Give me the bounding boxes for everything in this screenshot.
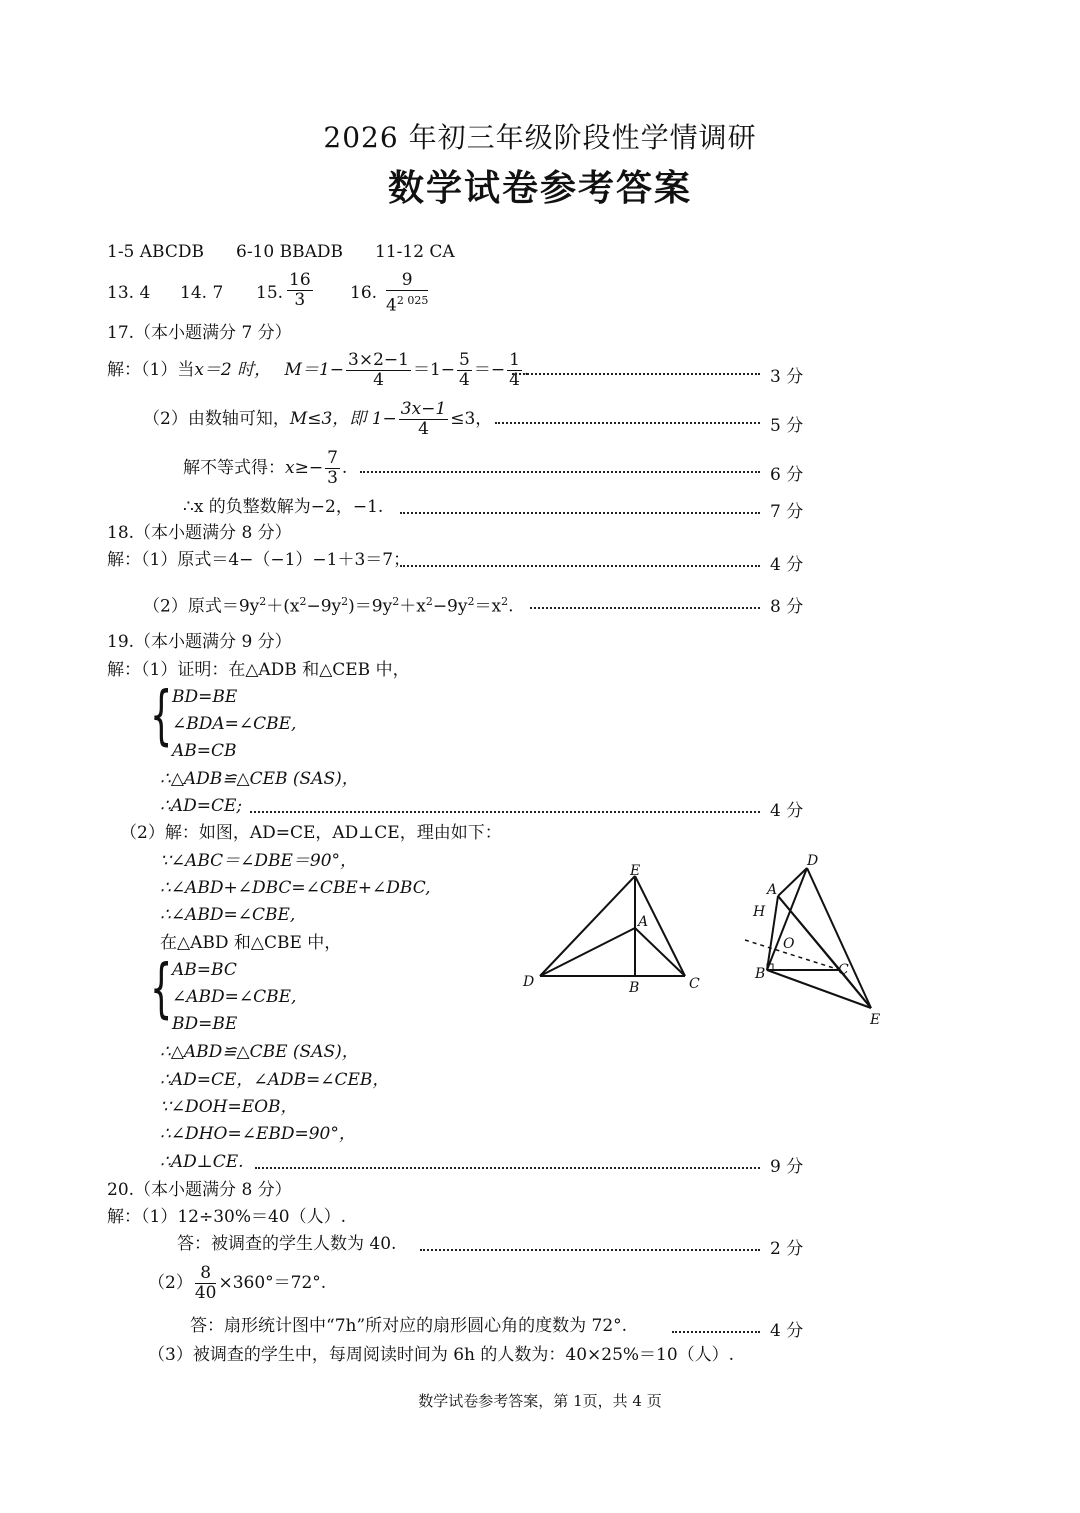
fig1-label-B: B: [629, 980, 640, 996]
q20-l4-points: 4 分: [770, 1321, 804, 1341]
q18-l2-points: 8 分: [770, 597, 804, 617]
q19-part2-intro: （2）解：如图，AD=CE，AD⊥CE，理由如下：: [120, 823, 502, 843]
fig1-label-E: E: [630, 863, 641, 879]
choice-11-12: 11-12 CA: [375, 242, 455, 262]
q19-step1: ∵∠ABC＝∠DBE＝90°，: [160, 851, 358, 871]
fig2-label-A: A: [767, 882, 778, 898]
fill-16-label: 16.: [350, 283, 378, 303]
q19-step2: ∴∠ABD+∠DBC=∠CBE+∠DBC,: [160, 878, 431, 898]
q17-heading: 17.（本小题满分 7 分）: [107, 323, 292, 343]
q19-brace2-l3: BD=BE: [172, 1014, 238, 1034]
q19-conc2: ∴AD=CE;: [160, 796, 243, 816]
q19-c2-leader: [250, 811, 760, 813]
q19-step4: 在△ABD 和△CBE 中，: [160, 933, 342, 953]
choice-1-5: 1-5 ABCDB: [107, 242, 204, 262]
page-subtitle: 数学试卷参考答案: [387, 167, 692, 209]
brace-1: {: [150, 679, 173, 753]
fig1-label-C: C: [689, 976, 700, 992]
q17-line2: （2）由数轴可知，M≤3，即 1− $\frac{3x-1}{4}$ ≤3，: [143, 399, 493, 439]
q19-brace1-l2: ∠BDA=∠CBE,: [172, 714, 297, 734]
q18-l2-leader: [530, 607, 760, 609]
q19-s9-leader: [255, 1167, 760, 1169]
q20-line4: 答：扇形统计图中“7h”所对应的扇形圆心角的度数为 72°.: [190, 1316, 628, 1336]
fill-15-label: 15.: [256, 283, 284, 303]
fig1-edge-DA: [540, 928, 635, 976]
q19-conc1: ∴△ADB≌△CEB (SAS)，: [160, 769, 359, 789]
q20-line3: （2） $\frac{8}{40}$ ×360°＝72°.: [148, 1263, 327, 1303]
q19-s9-points: 9 分: [770, 1157, 804, 1177]
fill-16-fraction: $\frac{9}{4^{2 025}}$: [386, 270, 429, 316]
fill-13: 13. 4: [107, 283, 151, 303]
q19-step3: ∴∠ABD=∠CBE,: [160, 905, 296, 925]
figure-2: [735, 848, 895, 1033]
q18-line1: 解：（1）原式＝4−（−1）−1＋3＝7；: [107, 550, 411, 570]
fig2-label-O: O: [783, 936, 795, 952]
fig2-edge-AB: [767, 896, 778, 970]
fig1-edge-DE: [540, 876, 635, 976]
q19-step9: ∴AD⊥CE.: [160, 1152, 244, 1172]
fig2-label-H: H: [753, 904, 766, 920]
q17-l1-points: 3 分: [770, 367, 804, 387]
q17-l4-leader: [400, 512, 760, 514]
q19-brace2-l1: AB=BC: [172, 960, 237, 980]
q18-l1-points: 4 分: [770, 555, 804, 575]
q19-heading: 19.（本小题满分 9 分）: [107, 632, 292, 652]
figure-1: [515, 858, 715, 998]
q17-l4-points: 7 分: [770, 502, 804, 522]
q19-step5: ∴△ABD≌△CBE (SAS)，: [160, 1042, 359, 1062]
fig1-label-A: A: [638, 914, 649, 930]
fig1-edge-AC: [635, 928, 685, 976]
q20-line2: 答：被调查的学生人数为 40.: [177, 1234, 397, 1254]
fig2-label-D: D: [807, 853, 819, 869]
fig1-label-D: D: [523, 974, 535, 990]
q17-line3: 解不等式得：x≥− $\frac{7}{3}$ .: [183, 448, 348, 488]
q20-l2-leader: [420, 1249, 760, 1251]
fig2-label-C: C: [838, 962, 849, 978]
q20-line1: 解：（1）12÷30%＝40（人）.: [107, 1207, 347, 1227]
fill-14: 14. 7: [180, 283, 224, 303]
page-title: 2026 年初三年级阶段性学情调研: [323, 121, 757, 154]
fig2-edge-AD: [778, 868, 807, 896]
fig2-label-E: E: [870, 1012, 881, 1028]
q17-l3-points: 6 分: [770, 465, 804, 485]
q17-l1-leader: [512, 373, 760, 375]
q17-l3-leader: [360, 471, 760, 473]
q18-line2: （2）原式$=9y^2+(x^2-9y^2)=9y^2+x^2-9y^2=x^2$.: [143, 595, 514, 617]
q17-l2-points: 5 分: [770, 416, 804, 436]
q19-step7: ∵∠DOH=EOB，: [160, 1097, 298, 1117]
page-footer: 数学试卷参考答案，第 1页，共 4 页: [418, 1392, 662, 1410]
fill-15-fraction: $\frac{16}{3}$: [289, 270, 311, 310]
fig2-label-B: B: [755, 966, 766, 982]
fig2-edge-DE: [807, 868, 871, 1008]
choice-6-10: 6-10 BBADB: [236, 242, 343, 262]
q19-brace2-l2: ∠ABD=∠CBE,: [172, 987, 297, 1007]
q20-l2-points: 2 分: [770, 1239, 804, 1259]
q19-brace1-l1: BD=BE: [172, 687, 238, 707]
q19-brace1-l3: AB=CB: [172, 741, 237, 761]
q20-l4-leader: [672, 1331, 760, 1333]
q20-heading: 20.（本小题满分 8 分）: [107, 1180, 292, 1200]
q17-line4: ∴x 的负整数解为−2，−1.: [183, 497, 384, 517]
q19-step8: ∴∠DHO=∠EBD=90°，: [160, 1124, 356, 1144]
brace-2: {: [150, 952, 173, 1026]
q18-heading: 18.（本小题满分 8 分）: [107, 523, 292, 543]
q17-line1: 解：（1）当x＝2 时， M＝1− $\frac{3\times 2-1}{4}$ ＝1− $\frac{5}{4}$ ＝− $\frac{1}{4}$ .: [107, 350, 530, 390]
q19-step6: ∴AD=CE，∠ADB=∠CEB，: [160, 1070, 390, 1090]
q18-l1-leader: [400, 565, 760, 567]
q20-line5: （3）被调查的学生中，每周阅读时间为 6h 的人数为：40×25%＝10（人）.: [148, 1345, 735, 1365]
q19-c2-points: 4 分: [770, 801, 804, 821]
q19-line1: 解：（1）证明：在△ADB 和△CEB 中，: [107, 660, 410, 680]
q17-l2-leader: [495, 422, 760, 424]
